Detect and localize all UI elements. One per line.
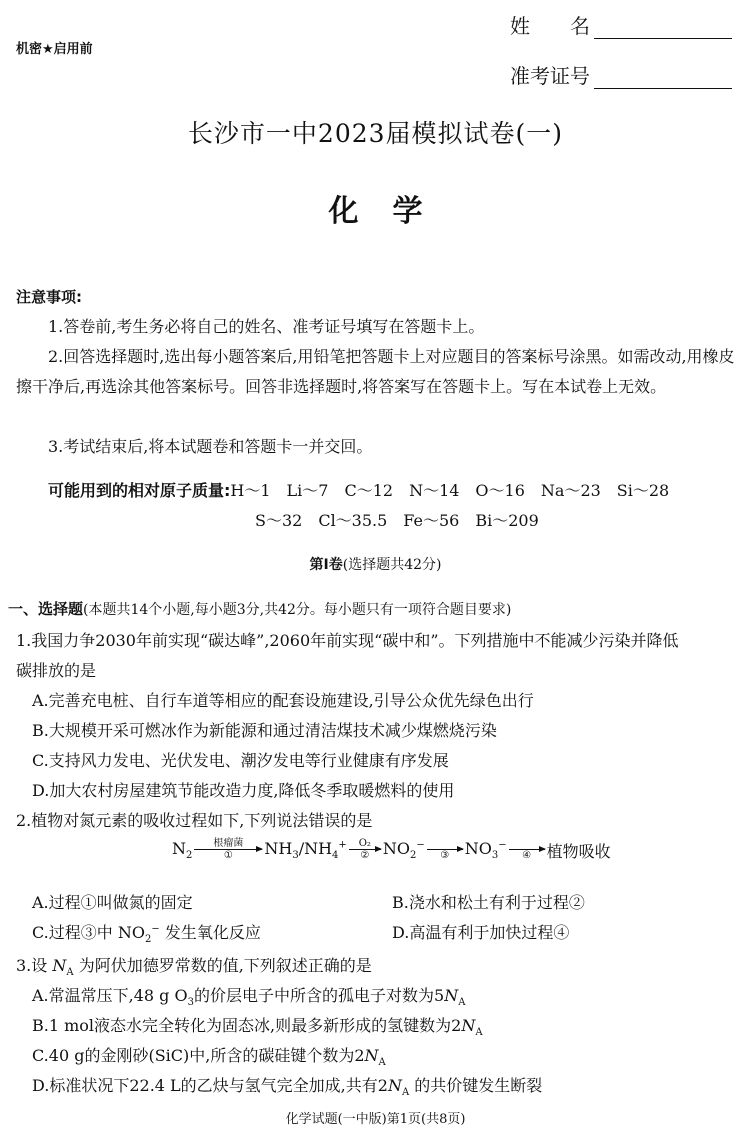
exam-id-field [510, 60, 732, 89]
exam-title: 长沙市一中2023届模拟试卷(一) [187, 119, 564, 148]
arrow-2-label: O₂ [358, 838, 371, 849]
q3-stem: 3.设 $N_A$ 为阿伏加德罗常数的值,下列叙述正确的是 [16, 956, 372, 979]
q3-option-a: A.常温常压下,48 g $O_3$的价层电子中所含的孤电子对数为$5N_A$ [32, 986, 466, 1009]
eq-no3: $NO_3^-$ [464, 838, 507, 862]
name-label: 姓 名 [510, 14, 590, 38]
q1-option-c: C.支持风力发电、光伏发电、潮汐发电等行业健康有序发展 [32, 751, 449, 770]
arrow-1-label: 根瘤菌 [213, 838, 244, 849]
reaction-arrow-2 [349, 838, 381, 862]
part-heading [0, 554, 751, 574]
atomic-mass-values-1: H～1 Li～7 C～12 N～14 O～16 Na～23 Si～28 [230, 481, 670, 500]
q2-option-a: A.过程①叫做氮的固定 [32, 893, 193, 912]
q3-option-c: C.40 g的金刚砂(SiC)中,所含的碳硅键个数为$2N_A$ [32, 1046, 386, 1069]
eq-no2: $NO_2^-$ [382, 838, 425, 862]
atomic-mass-label: 可能用到的相对原子质量: [48, 481, 231, 500]
note-item-1: 1.答卷前,考生务必将自己的姓名、准考证号填写在答题卡上。 [48, 317, 485, 336]
arrow-1-step: ① [223, 850, 233, 861]
confidential-label: 机密★启用前 [16, 42, 93, 57]
subject-title: 化学 [328, 194, 457, 229]
name-field [510, 10, 732, 39]
q2-option-d: D.高温有利于加快过程④ [392, 923, 570, 942]
section-heading [8, 598, 511, 619]
reaction-arrow-1 [194, 838, 262, 862]
section-heading-rest: (本题共14个小题,每小题3分,共42分。每小题只有一项符合题目要求) [83, 602, 512, 618]
q1-option-a: A.完善充电桩、自行车道等相应的配套设施建设,引导公众优先绿色出行 [32, 691, 534, 710]
arrow-3-step: ③ [440, 850, 450, 861]
q3-option-b: B.1 mol液态水完全转化为固态冰,则最多新形成的氢键数为$2N_A$ [32, 1016, 483, 1039]
atomic-mass-line-1 [48, 478, 669, 501]
eq-nh3-nh4: $NH_3/NH_4^+$ [264, 838, 347, 862]
part-heading-bold: 第Ⅰ卷 [309, 557, 343, 573]
arrow-4-step: ④ [522, 850, 532, 861]
section-heading-bold: 一、选择题 [8, 600, 84, 618]
notes-heading: 注意事项: [16, 288, 82, 306]
q1-option-d: D.加大农村房屋建筑节能改造力度,降低冬季取暖燃料的使用 [32, 781, 455, 800]
exam-id-label: 准考证号 [510, 64, 590, 88]
nitrogen-reaction-scheme [172, 838, 611, 862]
q2-stem: 2.植物对氮元素的吸收过程如下,下列说法错误的是 [16, 811, 373, 830]
q1-stem-line-1: 1.我国力争2030年前实现“碳达峰”,2060年前实现“碳中和”。下列措施中不能减少污染并降低 [16, 631, 679, 650]
note-item-3: 3.考试结束后,将本试题卷和答题卡一并交回。 [48, 437, 373, 456]
eq-plant-absorption: 植物吸收 [546, 841, 611, 861]
eq-n2: $N_2$ [172, 838, 193, 862]
atomic-mass-values-2: S～32 Cl～35.5 Fe～56 Bi～209 [255, 511, 539, 530]
q1-option-b: B.大规模开采可燃冰作为新能源和通过清洁煤技术减少煤燃烧污染 [32, 721, 497, 740]
reaction-arrow-4 [509, 838, 545, 862]
note-item-2: 2.回答选择题时,选出每小题答案后,用铅笔把答题卡上对应题目的答案标号涂黑。如需改动,用橡皮擦干净后,再选涂其他答案标号。回答非选择题时,将答案写在答题卡上。写在本试卷上无效。 [16, 347, 735, 396]
part-heading-rest: (选择题共42分) [342, 557, 442, 573]
name-blank-line [594, 16, 732, 39]
page-footer: 化学试题(一中版)第1页(共8页) [285, 1112, 466, 1127]
exam-id-blank-line [594, 66, 732, 89]
arrow-2-step: ② [360, 850, 370, 861]
reaction-arrow-3 [427, 838, 463, 862]
q3-option-d: D.标准状况下22.4 L的乙炔与氢气完全加成,共有$2N_A$ 的共价键发生断裂 [32, 1076, 543, 1099]
q2-option-b: B.浇水和松土有利于过程② [392, 893, 585, 912]
q2-option-c: C.过程③中 $NO_2^-$ 发生氧化反应 [32, 923, 261, 946]
q1-stem-line-2: 碳排放的是 [16, 661, 97, 680]
